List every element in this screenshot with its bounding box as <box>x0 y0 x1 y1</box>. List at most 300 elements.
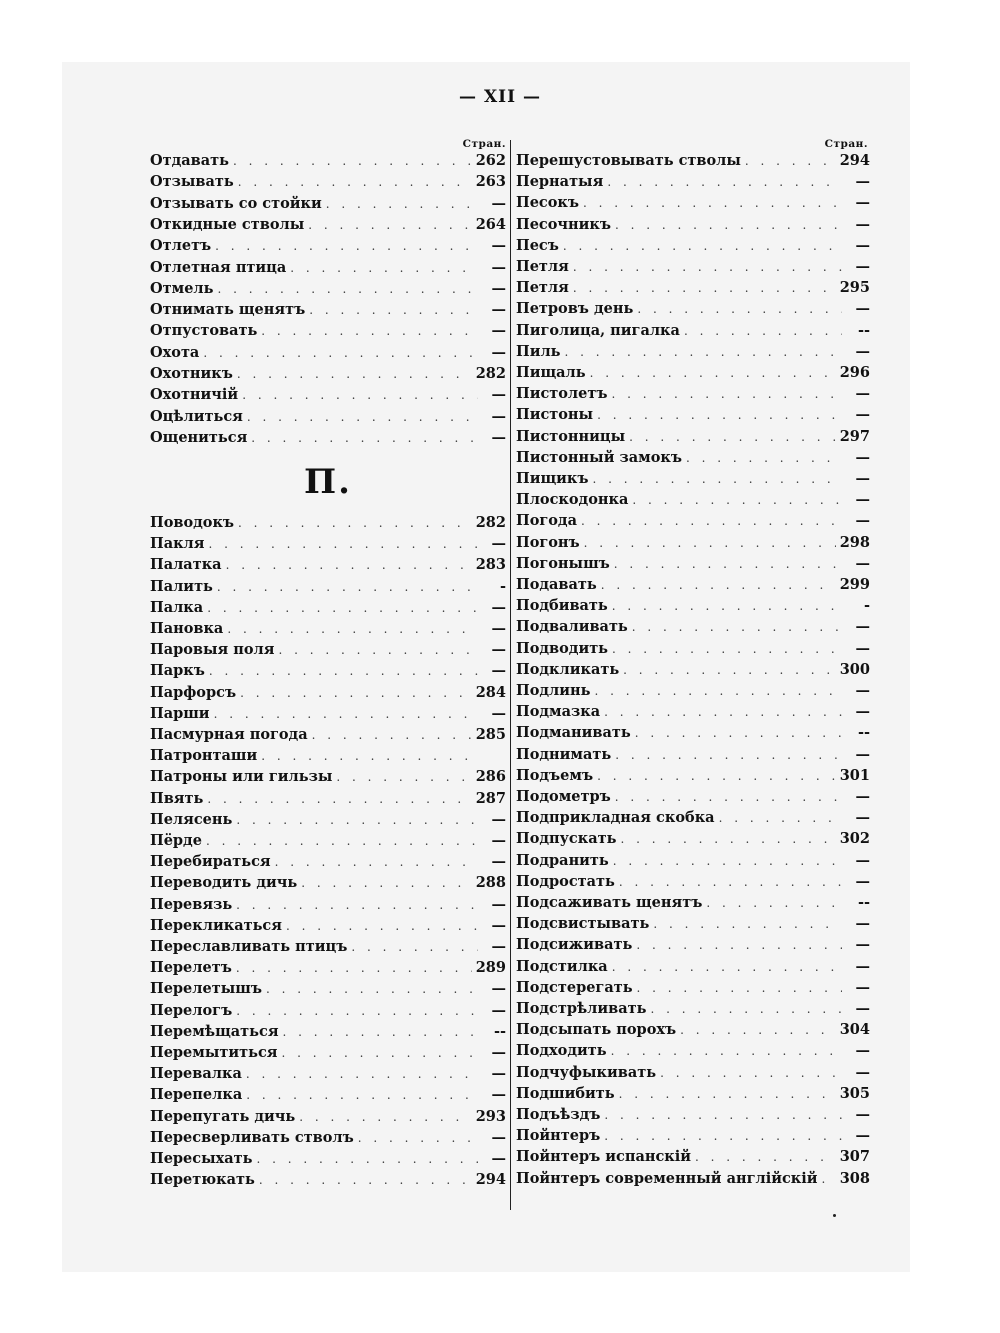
index-entry <box>516 173 870 194</box>
index-entry <box>150 322 506 343</box>
dot-leader <box>612 960 842 974</box>
print-speck <box>833 1214 836 1217</box>
index-entry <box>150 514 506 535</box>
dot-leader <box>251 431 478 445</box>
entry-page-number: — <box>491 938 506 955</box>
dot-leader <box>563 239 842 253</box>
dot-leader <box>237 367 472 381</box>
page-column-head: Стран. <box>824 138 868 150</box>
dot-leader <box>612 599 842 613</box>
index-entry <box>150 980 506 1001</box>
entry-term: Перелетъ <box>150 959 232 977</box>
index-entry <box>516 618 870 639</box>
dot-leader <box>632 620 842 634</box>
dot-leader <box>247 410 478 424</box>
entry-term: Охотникъ <box>150 365 233 382</box>
dot-leader <box>233 154 472 168</box>
section-letter: П. <box>304 462 352 502</box>
dot-leader <box>615 790 842 804</box>
dot-leader <box>203 346 478 360</box>
index-entry <box>516 936 870 957</box>
entry-term: Петровъ день <box>516 300 634 318</box>
entry-page-number: — <box>855 1042 870 1060</box>
entry-page-number: — <box>491 853 506 871</box>
index-entry <box>150 620 506 641</box>
entry-page-number: — <box>491 194 506 212</box>
entry-page-number: 289 <box>475 959 506 977</box>
entry-page-number: 288 <box>475 874 506 892</box>
entry-term: Патронташи <box>150 747 258 765</box>
entry-page-number: — <box>491 916 506 934</box>
entry-term: Погонъ <box>516 533 580 551</box>
dot-leader <box>695 1150 836 1164</box>
entry-term: Подъемъ <box>516 766 594 784</box>
entry-term: Перелогъ <box>150 1001 233 1019</box>
index-entry <box>150 684 506 705</box>
entry-term: Пойнтеръ <box>516 1127 601 1145</box>
dot-leader <box>706 896 842 910</box>
dot-leader <box>207 792 471 806</box>
dot-leader <box>684 324 842 338</box>
entry-term: Подлинь <box>516 682 591 699</box>
index-entry <box>516 852 870 873</box>
dot-leader <box>680 1023 836 1037</box>
dot-leader <box>290 261 478 275</box>
dot-leader <box>309 303 478 317</box>
entry-page-number: — <box>491 620 506 637</box>
entry-page-number: 299 <box>839 576 870 593</box>
index-entry <box>516 406 870 427</box>
entry-term: Поднимать <box>516 745 612 763</box>
dot-leader <box>635 726 842 740</box>
dot-leader <box>650 1002 842 1016</box>
entry-term: Отнимать щенятъ <box>150 301 306 319</box>
index-entry <box>516 470 870 491</box>
entry-term: Подчуфыкивать <box>516 1063 657 1081</box>
entry-page-number: — <box>855 554 870 572</box>
entry-page-number: — <box>855 703 870 721</box>
index-entry <box>150 1044 506 1065</box>
entry-page-number: — <box>491 386 506 404</box>
index-entry <box>516 767 870 788</box>
dot-leader <box>283 1025 478 1039</box>
entry-term: Пистонный замокъ <box>516 448 683 466</box>
index-entry <box>516 491 870 512</box>
entry-term: Пановка <box>150 620 224 637</box>
index-entry <box>150 896 506 917</box>
dot-leader <box>573 260 842 274</box>
dot-leader <box>745 154 836 168</box>
index-entry <box>516 343 870 364</box>
index-entry <box>150 599 506 620</box>
entry-page-number: 304 <box>839 1021 870 1039</box>
index-entry <box>516 512 870 533</box>
index-entry <box>150 959 506 980</box>
entry-page-number: — <box>855 385 870 403</box>
entry-page-number: — <box>491 1128 506 1146</box>
entry-page-number: — <box>855 745 870 763</box>
index-entry <box>516 915 870 936</box>
entry-page-number: 300 <box>839 660 870 678</box>
entry-page-number: — <box>491 1065 506 1083</box>
entry-page-number: — <box>855 194 870 212</box>
entry-page-number: — <box>491 258 506 276</box>
entry-term: Пойнтеръ испанскій <box>516 1148 692 1166</box>
entry-page-number: -- <box>857 321 870 339</box>
dot-leader <box>660 1066 842 1080</box>
entry-term: Подстерегать <box>516 978 633 996</box>
entry-page-number: 307 <box>839 1148 870 1166</box>
dot-leader <box>623 663 836 677</box>
index-entry <box>516 788 870 809</box>
dot-leader <box>636 938 842 952</box>
index-entry <box>150 917 506 938</box>
entry-page-number: — <box>855 915 870 933</box>
entry-term: Пересверливать стволъ <box>150 1128 354 1146</box>
index-entry <box>516 364 870 385</box>
entry-term: Подростать <box>516 872 615 890</box>
dot-leader <box>604 705 842 719</box>
entry-term: Отмель <box>150 279 214 297</box>
entry-page-number: — <box>491 322 506 340</box>
entry-page-number: - <box>863 597 870 615</box>
index-entry <box>150 173 506 194</box>
entry-term: Переславливать птицъ <box>150 938 348 955</box>
dot-leader <box>615 218 842 232</box>
entry-page-number: — <box>491 662 506 680</box>
entry-term: Подмазка <box>516 703 601 721</box>
index-entry <box>150 641 506 662</box>
index-entry <box>150 408 506 429</box>
entry-term: Перевалка <box>150 1065 242 1083</box>
index-entry <box>516 279 870 300</box>
entry-term: Подсаживать щенятъ <box>516 894 703 911</box>
index-entry <box>516 258 870 279</box>
index-entry <box>150 832 506 853</box>
dot-leader <box>822 1172 836 1186</box>
entry-term: Парфорсъ <box>150 683 237 701</box>
dot-leader <box>257 1152 478 1166</box>
entry-term: Перебираться <box>150 853 271 871</box>
entry-page-number: — <box>491 641 506 659</box>
entry-term: Охотничій <box>150 386 239 404</box>
dot-leader <box>584 536 836 550</box>
entry-page-number: - <box>499 577 506 595</box>
dot-leader <box>351 940 478 954</box>
entry-page-number: 302 <box>839 830 870 848</box>
index-entry <box>150 726 506 747</box>
entry-page-number: 283 <box>475 556 506 574</box>
entry-term: Пойнтеръ современный англійскій <box>516 1169 818 1187</box>
index-entry <box>150 280 506 301</box>
entry-term: Пернатыя <box>516 173 604 191</box>
index-entry <box>516 428 870 449</box>
entry-term: Пищаль <box>516 364 586 381</box>
entry-page-number: 308 <box>839 1169 870 1187</box>
entry-term: Подометръ <box>516 788 611 805</box>
index-entry <box>516 597 870 618</box>
dot-leader <box>207 601 478 615</box>
entry-term: Паровыя поля <box>150 641 275 659</box>
index-entry <box>150 1065 506 1086</box>
entry-term: Пистолетъ <box>516 385 608 403</box>
index-entry <box>516 300 870 321</box>
dot-leader <box>590 366 836 380</box>
entry-page-number: — <box>855 491 870 509</box>
index-entry <box>516 449 870 470</box>
index-entry <box>516 1127 870 1148</box>
dot-leader <box>629 430 836 444</box>
entry-term: Отлетъ <box>150 237 212 255</box>
dot-leader <box>581 514 842 528</box>
entry-page-number: — <box>855 448 870 466</box>
entry-page-number: — <box>491 1044 506 1061</box>
dot-leader <box>240 686 472 700</box>
index-entry <box>150 429 506 450</box>
entry-term: Перемѣщаться <box>150 1022 279 1040</box>
dot-leader <box>719 811 842 825</box>
entry-page-number: — <box>491 1086 506 1104</box>
dot-leader <box>336 770 471 784</box>
index-entry <box>150 874 506 895</box>
entry-page-number: 294 <box>475 1171 506 1189</box>
index-entry <box>150 790 506 811</box>
entry-page-number: — <box>855 957 870 975</box>
entry-page-number: — <box>855 215 870 233</box>
index-entry <box>516 152 870 173</box>
entry-term: Перелетышъ <box>150 980 262 998</box>
dot-leader <box>308 218 471 232</box>
entry-term: Пистонницы <box>516 427 626 445</box>
entry-page-number: — <box>855 236 870 254</box>
index-entry <box>150 662 506 683</box>
dot-leader <box>214 707 478 721</box>
entry-page-number: — <box>855 639 870 657</box>
entry-page-number: — <box>855 682 870 699</box>
entry-page-number: 297 <box>839 427 870 445</box>
entry-page-number: — <box>855 618 870 636</box>
entry-term: Палатка <box>150 556 222 574</box>
entry-page-number: — <box>855 342 870 360</box>
entry-page-number: — <box>855 872 870 890</box>
dot-leader <box>236 961 472 975</box>
index-entry <box>516 194 870 215</box>
entry-term: Подстилка <box>516 957 608 975</box>
entry-term: Подприкладная скобка <box>516 809 715 827</box>
entry-term: Палка <box>150 598 204 616</box>
dot-leader <box>266 982 478 996</box>
entry-term: Петля <box>516 279 569 297</box>
entry-term: Подпускать <box>516 830 617 848</box>
index-entry <box>516 237 870 258</box>
entry-term: Песочникъ <box>516 215 611 233</box>
entry-term: Погонышъ <box>516 554 610 572</box>
entry-term: Подсвистывать <box>516 915 650 933</box>
index-entry <box>150 1108 506 1129</box>
dot-leader <box>326 197 478 211</box>
dot-leader <box>236 898 478 912</box>
dot-leader <box>217 580 478 594</box>
index-entry <box>150 768 506 789</box>
index-entry <box>516 1148 870 1169</box>
index-entry <box>516 1170 870 1191</box>
dot-leader <box>637 981 842 995</box>
index-entry <box>516 661 870 682</box>
index-entry <box>150 938 506 959</box>
entry-term: Перешустовывать стволы <box>516 152 741 169</box>
entry-term: Подкликать <box>516 660 620 678</box>
entry-page-number: 294 <box>839 152 870 169</box>
entry-term: Песокъ <box>516 194 580 212</box>
entry-term: Перепугать дичь <box>150 1107 296 1125</box>
dot-leader <box>301 876 472 890</box>
entry-page-number: 264 <box>475 215 506 233</box>
dot-leader <box>206 834 478 848</box>
dot-leader <box>282 1046 478 1060</box>
entry-term: Переводить дичь <box>150 874 298 892</box>
entry-term: Подавать <box>516 576 597 593</box>
entry-term: Пищикъ <box>516 470 589 487</box>
entry-term: Подсиживать <box>516 936 633 954</box>
entry-page-number: — <box>855 978 870 996</box>
entry-term: Паркъ <box>150 662 205 680</box>
entry-term: Подваливать <box>516 618 628 636</box>
entry-term: Перекликаться <box>150 916 282 934</box>
entry-term: Оцѣлиться <box>150 407 243 425</box>
dot-leader <box>236 1004 478 1018</box>
entry-page-number: — <box>855 470 870 487</box>
entry-term: Отзывать со стойки <box>150 194 322 212</box>
index-entry <box>516 958 870 979</box>
entry-page-number: 282 <box>475 514 506 531</box>
index-entry <box>150 811 506 832</box>
index-entry <box>516 873 870 894</box>
index-entry <box>516 555 870 576</box>
entry-term: Пёрде <box>150 832 202 849</box>
entry-page-number: — <box>491 1001 506 1019</box>
dot-leader <box>565 345 842 359</box>
index-entry <box>150 259 506 280</box>
index-entry <box>516 322 870 343</box>
index-entry <box>516 724 870 745</box>
entry-page-number: — <box>491 832 506 849</box>
entry-page-number: -- <box>493 1022 506 1040</box>
entry-page-number: — <box>855 788 870 805</box>
entry-term: Песъ <box>516 236 559 254</box>
dot-leader <box>215 239 478 253</box>
entry-term: Ощениться <box>150 428 248 446</box>
entry-term: Пиголица, пигалка <box>516 321 680 339</box>
dot-leader <box>612 387 843 401</box>
index-entry <box>516 1021 870 1042</box>
index-entry <box>150 386 506 407</box>
dot-leader <box>686 451 842 465</box>
entry-term: Перетюкать <box>150 1171 255 1189</box>
dot-leader <box>242 388 478 402</box>
entry-page-number: — <box>491 428 506 446</box>
index-entry <box>150 578 506 599</box>
index-entry <box>516 576 870 597</box>
entry-term: Подходить <box>516 1042 607 1060</box>
dot-leader <box>619 875 842 889</box>
entry-page-number: 263 <box>475 173 506 191</box>
entry-term: Перевязь <box>150 895 233 913</box>
entry-page-number: — <box>855 173 870 191</box>
index-entry <box>516 979 870 1000</box>
dot-leader <box>583 196 842 210</box>
index-entry <box>150 152 506 173</box>
entry-term: Подранить <box>516 851 609 869</box>
dot-leader <box>312 728 472 742</box>
entry-term: Отдавать <box>150 152 229 169</box>
index-entry <box>516 682 870 703</box>
dot-leader <box>246 1067 478 1081</box>
entry-page-number: 301 <box>839 766 870 784</box>
dot-leader <box>358 1131 478 1145</box>
dot-leader <box>601 578 836 592</box>
index-entry <box>516 385 870 406</box>
entry-page-number: — <box>855 809 870 827</box>
dot-leader <box>226 558 472 572</box>
column-divider <box>510 140 511 1210</box>
index-entry <box>150 237 506 258</box>
index-entry <box>150 301 506 322</box>
entry-term: Пиль <box>516 342 561 360</box>
entry-term: Отзывать <box>150 173 234 191</box>
dot-leader <box>209 537 479 551</box>
dot-leader <box>607 175 842 189</box>
entry-term: Патроны или гильзы <box>150 768 333 786</box>
index-entry <box>150 195 506 216</box>
entry-page-number: — <box>855 1063 870 1081</box>
index-entry <box>516 746 870 767</box>
index-entry <box>150 1150 506 1171</box>
entry-page-number: — <box>855 936 870 954</box>
index-entry <box>150 556 506 577</box>
dot-leader <box>259 1173 472 1187</box>
index-entry <box>150 1023 506 1044</box>
dot-leader <box>299 1110 472 1124</box>
entry-term: Пакля <box>150 535 205 553</box>
entry-page-number: -- <box>857 894 870 911</box>
dot-leader <box>279 643 479 657</box>
entry-term: Перемытиться <box>150 1044 278 1061</box>
dot-leader <box>246 1088 478 1102</box>
dot-leader <box>218 282 478 296</box>
entry-page-number: — <box>855 300 870 318</box>
entry-page-number: 305 <box>839 1084 870 1102</box>
index-entry <box>150 1171 506 1192</box>
entry-page-number: -- <box>857 724 870 742</box>
page-column-head: Стран. <box>462 138 506 150</box>
index-entry <box>150 747 506 768</box>
entry-term: Откидные стволы <box>150 215 305 233</box>
entry-term: Подбивать <box>516 597 608 615</box>
index-entry <box>516 703 870 724</box>
entry-page-number: 295 <box>839 279 870 297</box>
entry-term: Парши <box>150 704 210 722</box>
index-entry <box>516 894 870 915</box>
entry-page-number: — <box>491 535 506 553</box>
index-entry <box>516 216 870 237</box>
dot-leader <box>620 832 835 846</box>
dot-leader <box>604 1129 842 1143</box>
index-entry <box>150 344 506 365</box>
entry-page-number: — <box>855 1000 870 1017</box>
index-entry <box>516 640 870 661</box>
entry-page-number: — <box>855 1127 870 1145</box>
entry-page-number: — <box>855 851 870 869</box>
